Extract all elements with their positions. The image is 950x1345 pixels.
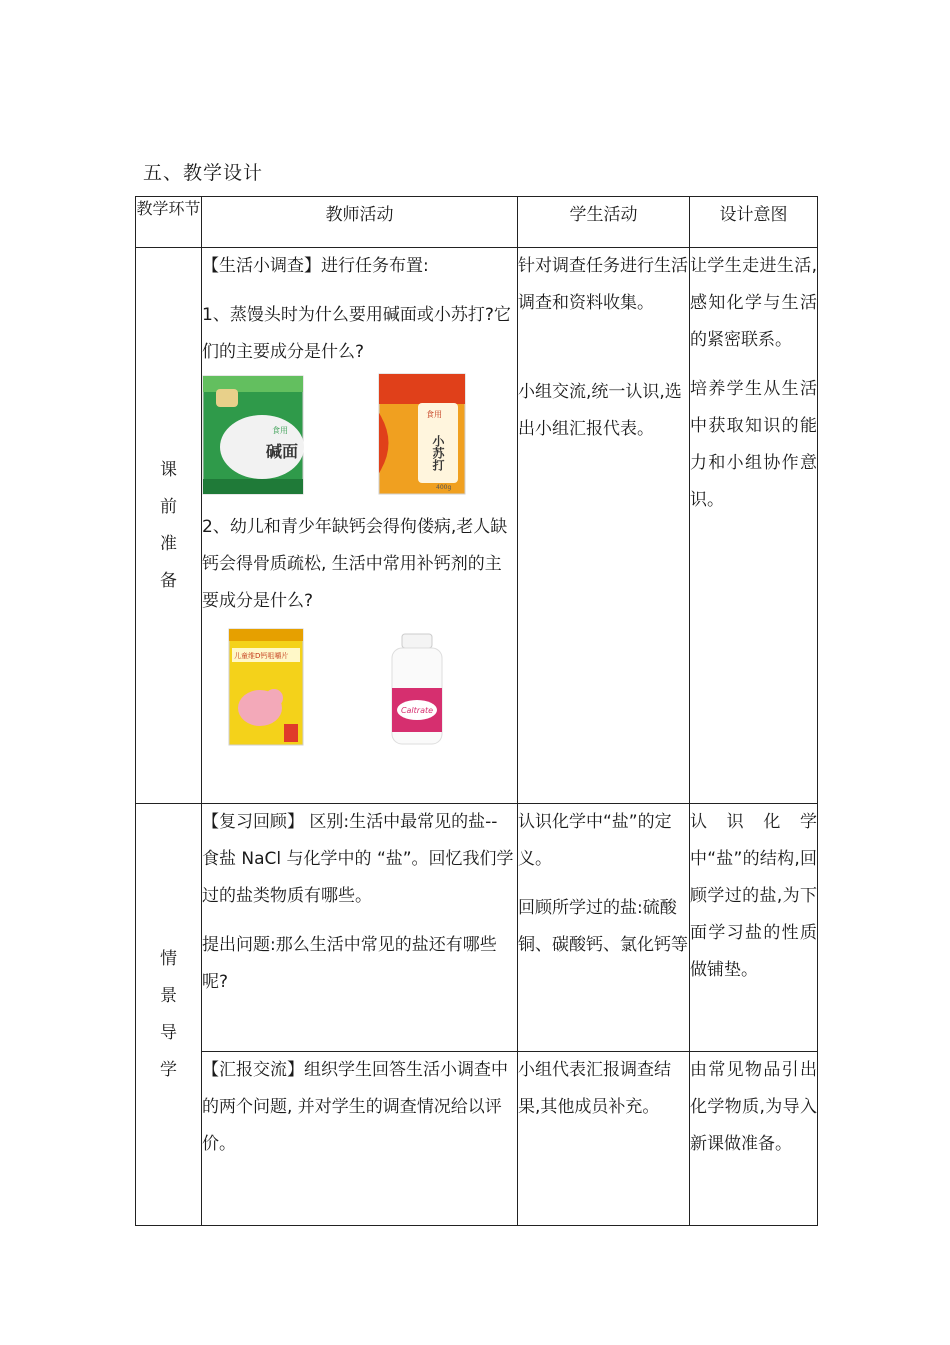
table-row bbox=[136, 1052, 818, 1226]
student-activity-cell bbox=[518, 1052, 690, 1226]
caltrate-label: Caltrate bbox=[400, 706, 434, 715]
table-row bbox=[136, 248, 818, 804]
design-intent-cell bbox=[690, 804, 818, 1052]
teaching-design-table bbox=[135, 196, 818, 1226]
caltrate-bottle-image bbox=[388, 632, 446, 746]
stage-char: 导 bbox=[160, 1022, 177, 1043]
student-text-1: 小组代表汇报调查结果,其他成员补充。 bbox=[518, 1060, 671, 1117]
student-text-2: 小组交流,统一认识,选出小组汇报代表。 bbox=[518, 382, 682, 439]
student-activity-cell bbox=[518, 804, 690, 1052]
stage-char: 备 bbox=[160, 570, 177, 591]
question-2: 2、幼儿和青少年缺钙会得佝偻病,老人缺钙会得骨质疏松, 生活中常用补钙剂的主要成分是什么? bbox=[202, 517, 508, 611]
stage-char: 情 bbox=[160, 948, 177, 969]
jianmian-bag-image bbox=[202, 375, 304, 495]
calcium-products-images bbox=[202, 628, 517, 758]
su-label: 小苏打 bbox=[431, 435, 445, 471]
student-text-1: 认识化学中“盐”的定义。 bbox=[518, 812, 672, 869]
jian-label: 碱面 bbox=[266, 442, 299, 461]
section-title: 五、教学设计 bbox=[143, 162, 264, 184]
stage-char: 前 bbox=[160, 496, 177, 517]
xiaosuda-bag-image bbox=[378, 373, 466, 495]
table-header-row bbox=[136, 197, 818, 248]
weight-label: 400g bbox=[436, 484, 452, 491]
teacher-activity-cell bbox=[202, 1052, 518, 1226]
teacher-activity-cell bbox=[202, 804, 518, 1052]
header-student-activity: 学生活动 bbox=[518, 197, 690, 248]
calcium-box-image bbox=[228, 628, 304, 746]
header-teacher-activity: 教师活动 bbox=[202, 197, 518, 248]
stage-prep bbox=[136, 248, 202, 804]
report-text: 【汇报交流】组织学生回答生活小调查中的两个问题, 并对学生的调查情况给以评价。 bbox=[202, 1060, 508, 1154]
header-design-intent: 设计意图 bbox=[690, 197, 818, 248]
student-text-1: 针对调查任务进行生活调查和资料收集。 bbox=[518, 256, 688, 313]
teacher-activity-cell bbox=[202, 248, 518, 804]
stage-char: 课 bbox=[160, 459, 177, 480]
review-text: 【复习回顾】 区别:生活中最常见的盐-- 食盐 NaCl 与化学中的 “盐”。回忆我们学过的盐类物质有哪些。 bbox=[202, 812, 514, 906]
stage-char: 景 bbox=[160, 985, 177, 1006]
su-tag: 食用 bbox=[426, 410, 442, 419]
task-intro: 【生活小调查】进行任务布置: bbox=[202, 256, 429, 276]
design-intent-cell bbox=[690, 1052, 818, 1226]
intent-text-2: 培养学生从生活中获取知识的能力和小组协作意识。 bbox=[690, 379, 817, 510]
stage-char: 学 bbox=[160, 1059, 177, 1080]
jian-tag: 食用 bbox=[272, 426, 288, 435]
student-activity-cell bbox=[518, 248, 690, 804]
question-text: 提出问题:那么生活中常见的盐还有哪些呢? bbox=[202, 935, 497, 992]
question-1: 1、蒸馒头时为什么要用碱面或小苏打?它们的主要成分是什么? bbox=[202, 305, 511, 362]
header-stage: 教学环节 bbox=[136, 197, 202, 248]
calcium-box-label: 儿童维D钙咀嚼片 bbox=[234, 652, 289, 660]
student-text-2: 回顾所学过的盐:硫酸铜、碳酸钙、氯化钙等 bbox=[518, 898, 688, 955]
stage-char: 准 bbox=[160, 533, 177, 554]
intent-text-1: 认识化学中“盐”的结构,回顾学过的盐,为下面学习盐的性质做铺垫。 bbox=[690, 812, 817, 980]
intent-text-1: 由常见物品引出化学物质,为导入新课做准备。 bbox=[690, 1060, 817, 1154]
table-row bbox=[136, 804, 818, 1052]
stage-guide bbox=[136, 804, 202, 1226]
intent-text-1: 让学生走进生活,感知化学与生活的紧密联系。 bbox=[690, 256, 817, 350]
baking-products-images bbox=[202, 375, 517, 503]
design-intent-cell bbox=[690, 248, 818, 804]
